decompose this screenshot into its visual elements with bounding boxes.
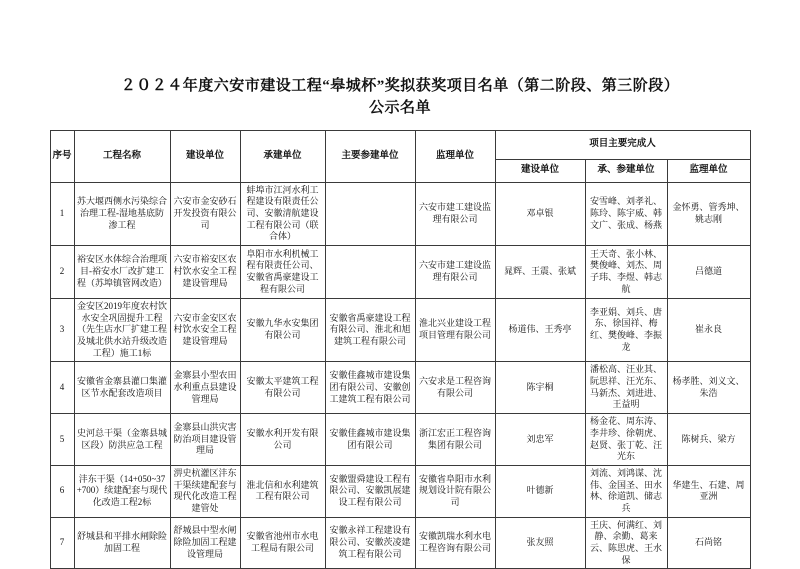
title-line-2: 公示名单 <box>40 98 760 120</box>
cell-builder: 六安市裕安区农村饮水安全工程建设管理局 <box>170 245 240 298</box>
cell-contractor: 阜阳市水利机械工程有限责任公司、安徽省禹豪建设工程有限公司 <box>240 245 325 298</box>
cell-completers-supervisor: 华建生、石建、周亚洲 <box>667 465 750 517</box>
cell-completers-supervisor: 崔永良 <box>667 298 750 361</box>
table-row <box>50 245 750 298</box>
cell-completers-builder: 晁辉、王震、张斌 <box>495 245 585 298</box>
cell-supervisor: 六安市建工建设监理有限公司 <box>415 182 495 245</box>
cell-no: 5 <box>50 414 74 466</box>
col-header-supervisor: 监理单位 <box>415 130 495 182</box>
cell-contractor: 安徽九华水安集团有限公司 <box>240 298 325 361</box>
cell-builder: 金寨县山洪灾害防治项目建设管理局 <box>170 414 240 466</box>
cell-participant: 安徽佳鑫城市建设集团有限公司、安徽创工建筑工程有限公司 <box>325 362 415 414</box>
cell-no: 2 <box>50 245 74 298</box>
table-row <box>50 182 750 245</box>
cell-supervisor: 淮北兴业建设工程项目管理有限公司 <box>415 298 495 361</box>
cell-contractor: 安徽太平建筑工程有限公司 <box>240 362 325 414</box>
cell-participant <box>325 245 415 298</box>
cell-no: 1 <box>50 182 74 245</box>
cell-contractor: 安徽水利开发有限公司 <box>240 414 325 466</box>
col-header-completers-group: 项目主要完成人 <box>495 130 750 159</box>
col-header-completers-builder: 建设单位 <box>495 159 585 182</box>
cell-completers-builder: 陈宇桐 <box>495 362 585 414</box>
cell-no: 7 <box>50 517 74 569</box>
col-header-completers-contractor: 承、参建单位 <box>585 159 667 182</box>
cell-builder: 舒城县中型水闸除险加固工程建设管理局 <box>170 517 240 569</box>
cell-completers-supervisor: 杨孝胜、刘义文、朱浩 <box>667 362 750 414</box>
cell-supervisor: 浙江宏正工程咨询集团有限公司 <box>415 414 495 466</box>
cell-no: 3 <box>50 298 74 361</box>
cell-project: 舒城县和平排水闸除险加固工程 <box>74 517 170 569</box>
cell-completers-builder: 张友照 <box>495 517 585 569</box>
cell-project: 沣东干渠（14+050~37+700）续建配套与现代化改造工程2标 <box>74 465 170 517</box>
col-header-project: 工程名称 <box>74 130 170 182</box>
cell-supervisor: 六安市建工建设监理有限公司 <box>415 245 495 298</box>
cell-builder: 金寨县小型农田水利重点县建设管理局 <box>170 362 240 414</box>
cell-completers-contractor: 潘松高、汪业其、阮思祥、汪光东、马新杰、刘进进、王益明 <box>585 362 667 414</box>
award-projects-table <box>50 130 751 569</box>
cell-completers-builder: 杨道伟、王秀亭 <box>495 298 585 361</box>
cell-participant: 安徽佳鑫城市建设集团有限公司 <box>325 414 415 466</box>
cell-supervisor: 安徽省阜阳市水利规划设计院有限公司 <box>415 465 495 517</box>
table-row <box>50 414 750 466</box>
cell-builder: 淠史杭灌区沣东干渠续建配套与现代化改造工程建管处 <box>170 465 240 517</box>
cell-participant <box>325 182 415 245</box>
cell-participant: 安徽省禹豪建设工程有限公司、淮北和旭建筑工程有限公司 <box>325 298 415 361</box>
cell-completers-builder: 邓卓银 <box>495 182 585 245</box>
col-header-participant: 主要参建单位 <box>325 130 415 182</box>
cell-completers-contractor: 杨金花、周东涛、李井珍、徐朝虎、赵贤、张丁乾、汪光东 <box>585 414 667 466</box>
cell-builder: 六安市金安砂石开发投资有限公司 <box>170 182 240 245</box>
title-line-1: ２０２４年度六安市建设工程“皋城杯”奖拟获奖项目名单（第二阶段、第三阶段） <box>40 76 760 98</box>
cell-completers-contractor: 李亚娟、刘兵、唐东、徐国祥、梅红、樊俊峰、李振龙 <box>585 298 667 361</box>
cell-completers-builder: 叶德新 <box>495 465 585 517</box>
cell-completers-supervisor: 金怀勇、管秀坤、姚志刚 <box>667 182 750 245</box>
cell-completers-supervisor: 石尚铭 <box>667 517 750 569</box>
cell-participant: 安徽永祥工程建设有限公司、安徽茨凌建筑工程有限公司 <box>325 517 415 569</box>
cell-completers-contractor: 王庆、何满红、刘静、余勤、葛来云、陈思虎、王水保 <box>585 517 667 569</box>
cell-builder: 六安市金安区农村饮水安全工程建设管理局 <box>170 298 240 361</box>
cell-completers-supervisor: 陈树兵、梁方 <box>667 414 750 466</box>
cell-completers-builder: 刘忠军 <box>495 414 585 466</box>
cell-contractor: 安徽省池州市水电工程局有限公司 <box>240 517 325 569</box>
cell-contractor: 蚌埠市江河水利工程建设有限责任公司、安徽清航建设工程有限公司（联合体） <box>240 182 325 245</box>
col-header-builder: 建设单位 <box>170 130 240 182</box>
col-header-no: 序号 <box>50 130 74 182</box>
table-row <box>50 465 750 517</box>
cell-supervisor: 安徽凯瑞水利水电工程咨询有限公司 <box>415 517 495 569</box>
table-row <box>50 298 750 361</box>
col-header-contractor: 承建单位 <box>240 130 325 182</box>
cell-completers-contractor: 刘流、刘鸿谋、沈伟、金国圣、田水林、徐道凯、储志兵 <box>585 465 667 517</box>
cell-no: 4 <box>50 362 74 414</box>
cell-project: 史河总干渠（金寨县城区段）防洪应急工程 <box>74 414 170 466</box>
table-row <box>50 517 750 569</box>
document-title <box>40 76 760 120</box>
cell-no: 6 <box>50 465 74 517</box>
cell-supervisor: 六安求是工程咨询有限公司 <box>415 362 495 414</box>
table-row <box>50 362 750 414</box>
cell-completers-supervisor: 吕德道 <box>667 245 750 298</box>
cell-completers-contractor: 王天奇、张小林、樊俊峰、刘杰、周子玮、李煜、韩志航 <box>585 245 667 298</box>
cell-participant: 安徽盟舜建设工程有限公司、安徽凯展建设工程有限公司 <box>325 465 415 517</box>
cell-completers-contractor: 安雪峰、刘孝礼、陈玲、陈宇威、韩文广、张成、杨燕 <box>585 182 667 245</box>
cell-project: 安徽省金寨县灌口集灌区节水配套改造项目 <box>74 362 170 414</box>
cell-contractor: 淮北信和水利建筑工程有限公司 <box>240 465 325 517</box>
col-header-completers-supervisor: 监理单位 <box>667 159 750 182</box>
cell-project: 裕安区水体综合治理项目-裕安水厂改扩建工程（苏埠镇管网改造） <box>74 245 170 298</box>
cell-project: 苏大堰西侧水污染综合治理工程-湿地基底防渗工程 <box>74 182 170 245</box>
cell-project: 金安区2019年度农村饮水安全巩固提升工程（先生店水厂扩建工程及城北供水站升级改造工程）施工1标 <box>74 298 170 361</box>
